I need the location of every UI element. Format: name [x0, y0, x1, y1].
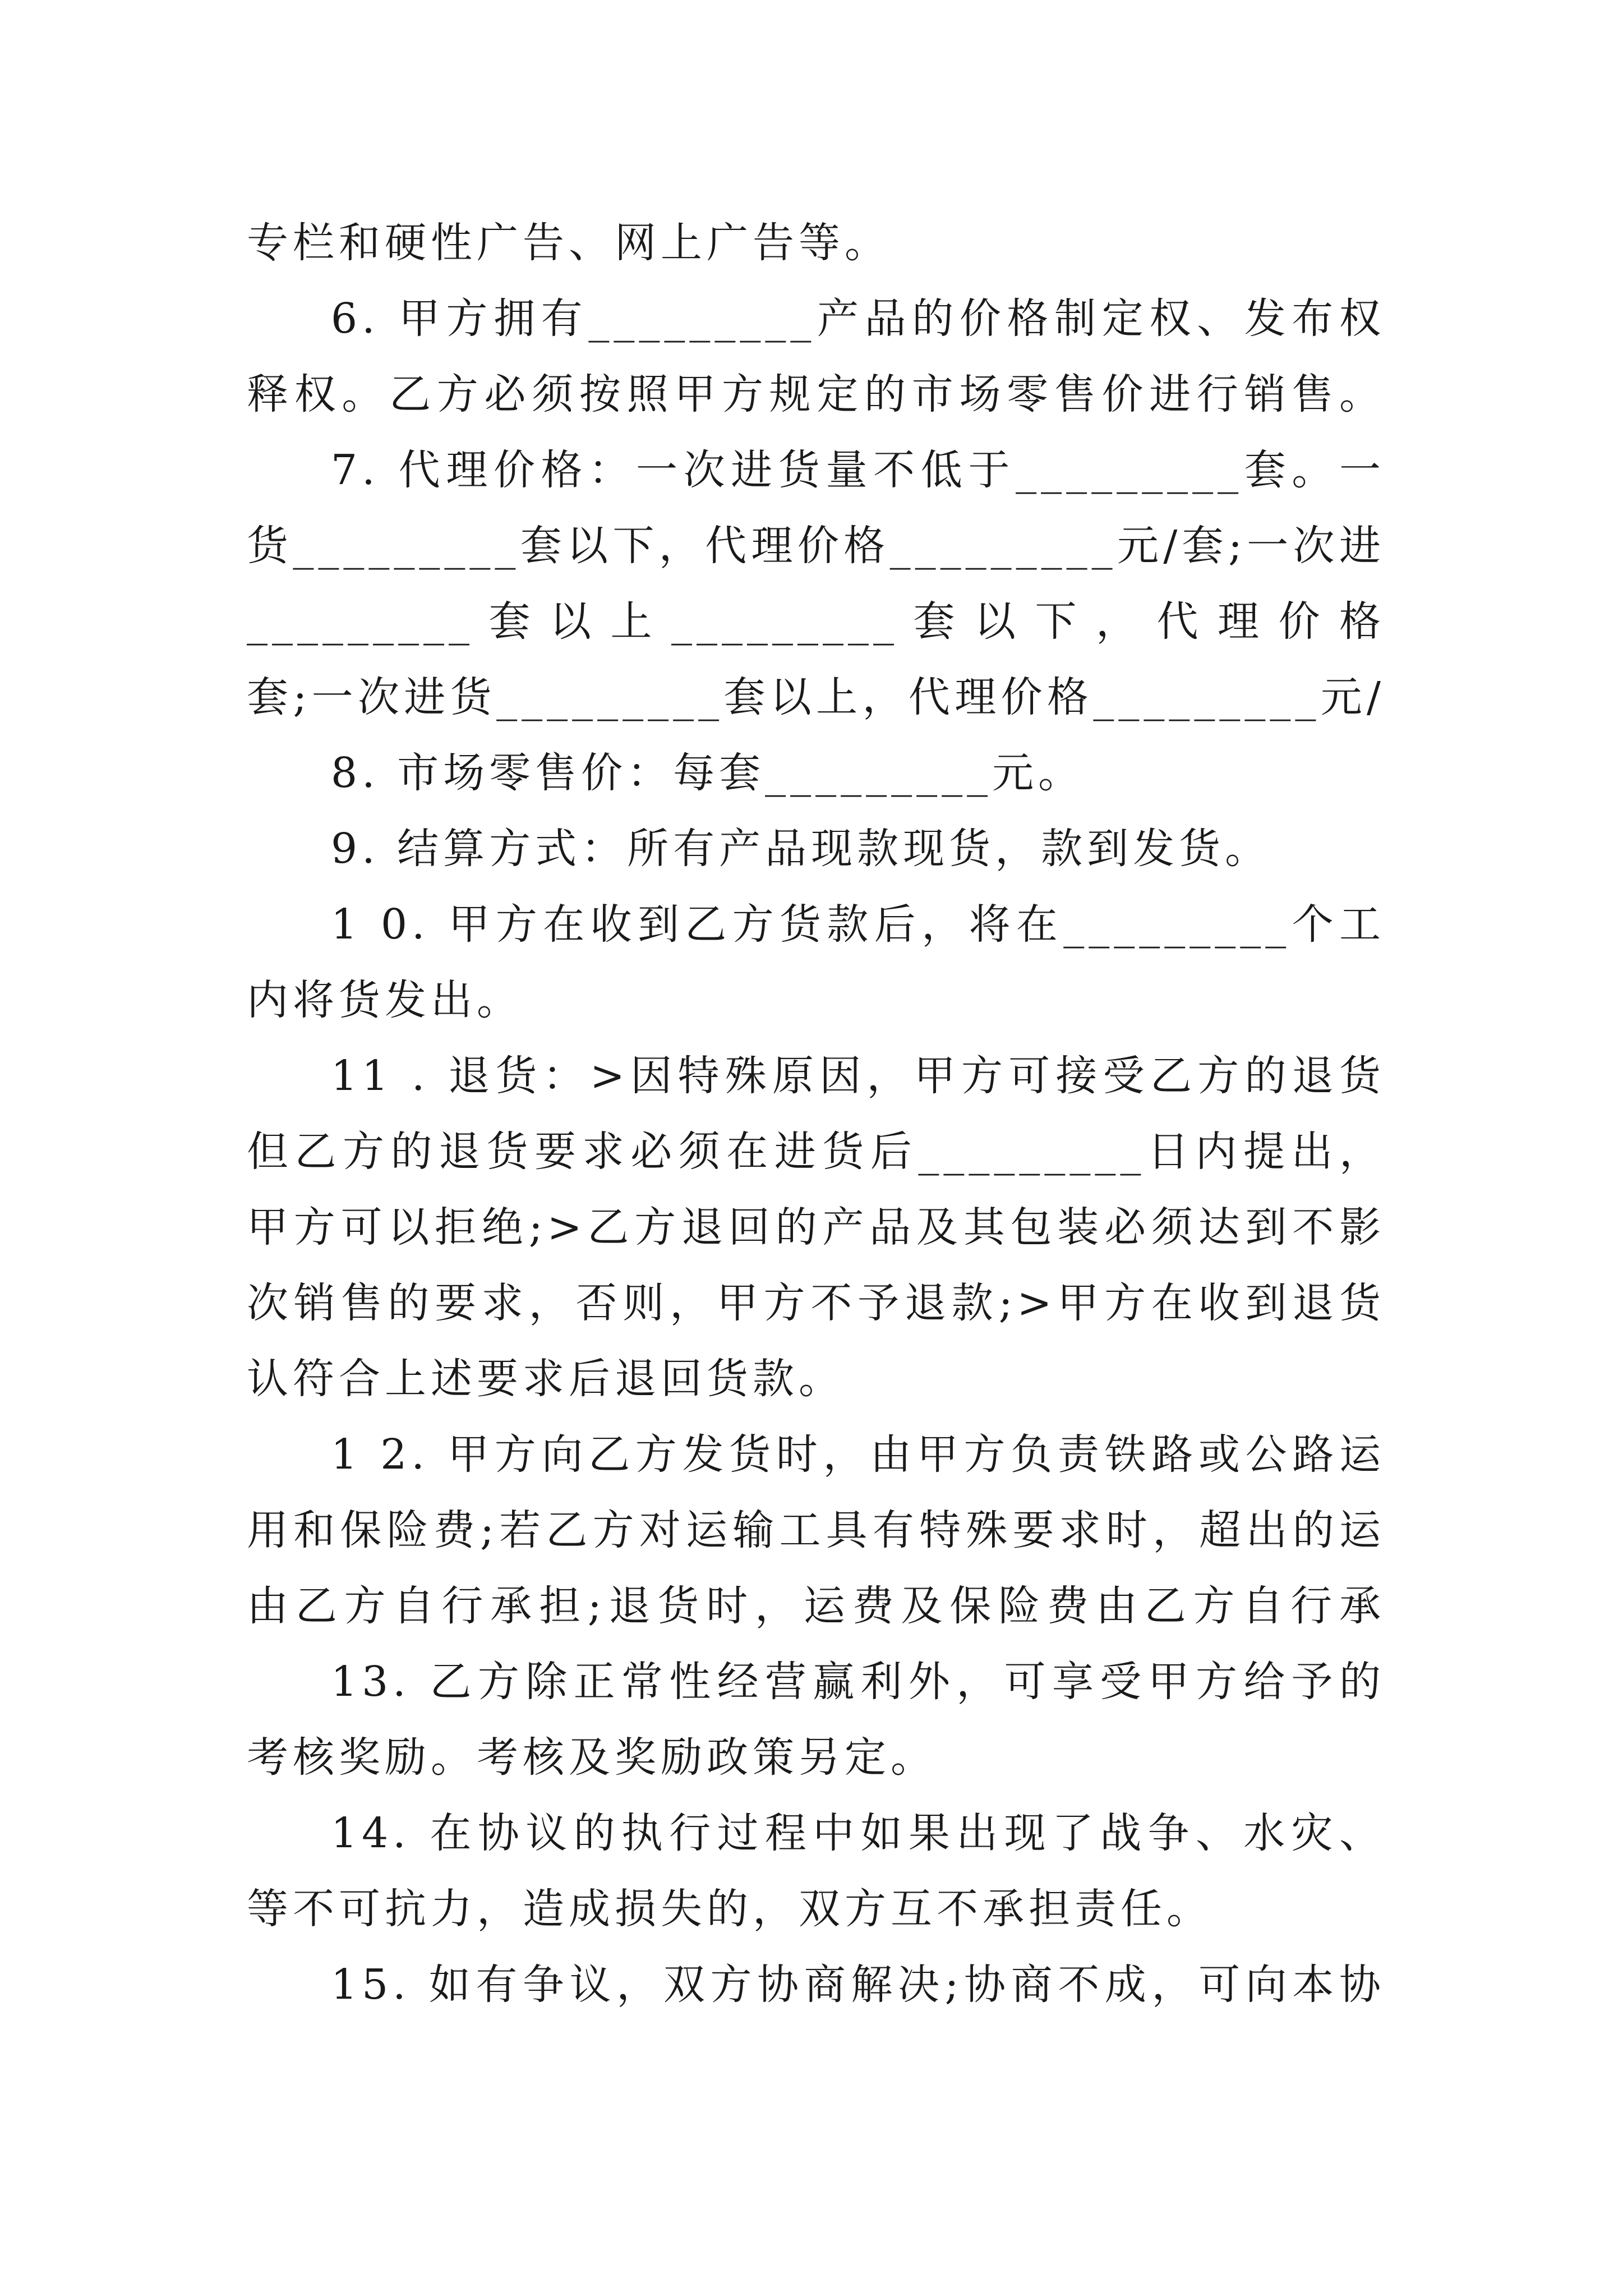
clause-7-line-2: 货_________套以下，代理价格_________元/套;一次进 [247, 522, 1385, 570]
clause-11-line-5: 认符合上述要求后退回货款。 [247, 1355, 845, 1403]
clause-7-line-1: 7. 代理价格：一次进货量不低于_________套。一 [331, 446, 1385, 494]
clause-15-line-1: 15. 如有争议，双方协商解决;协商不成，可向本协 [331, 1961, 1385, 2009]
clause-10-line-1: 1 0. 甲方在收到乙方货款后，将在_________个工 [331, 900, 1385, 949]
clause-10-line-2: 内将货发出。 [247, 976, 523, 1024]
clause-8-line: 8. 市场零售价：每套_________元。 [331, 749, 1085, 797]
clause-14-line-2: 等不可抗力，造成损失的，双方互不承担责任。 [247, 1885, 1212, 1933]
clause-13-line-1: 13. 乙方除正常性经营赢利外，可享受甲方给予的 [331, 1658, 1385, 1706]
clause-6-line-2: 释权。乙方必须按照甲方规定的市场零售价进行销售。 [247, 370, 1385, 418]
clause-6-line-1: 6. 甲方拥有_________产品的价格制定权、发布权 [331, 295, 1385, 343]
clause-14-line-1: 14. 在协议的执行过程中如果出现了战争、水灾、 [331, 1809, 1385, 1857]
clause-12-line-3: 由乙方自行承担;退货时，运费及保险费由乙方自行承 [247, 1582, 1385, 1630]
clause-9-line: 9. 结算方式：所有产品现款现货，款到发货。 [331, 825, 1271, 873]
clause-12-line-2: 用和保险费;若乙方对运输工具有特殊要求时，超出的运 [247, 1506, 1385, 1554]
text-line: 专栏和硬性广告、网上广告等。 [247, 219, 891, 267]
clause-7-line-4: 套;一次进货_________套以上，代理价格_________元/ [247, 673, 1385, 721]
clause-12-line-1: 1 2. 甲方向乙方发货时，由甲方负责铁路或公路运 [331, 1430, 1385, 1479]
clause-11-line-4: 次销售的要求，否则，甲方不予退款;>甲方在收到退货 [247, 1279, 1385, 1327]
clause-11-line-3: 甲方可以拒绝;>乙方退回的产品及其包装必须达到不影 [247, 1203, 1385, 1251]
clause-7-line-3: _________套以上_________套以下，代理价格 [247, 597, 1385, 646]
clause-13-line-2: 考核奖励。考核及奖励政策另定。 [247, 1733, 937, 1782]
clause-11-line-2: 但乙方的退货要求必须在进货后_________日内提出， [247, 1128, 1385, 1176]
clause-11-line-1: 11 . 退货：>因特殊原因，甲方可接受乙方的退货 [331, 1052, 1385, 1100]
